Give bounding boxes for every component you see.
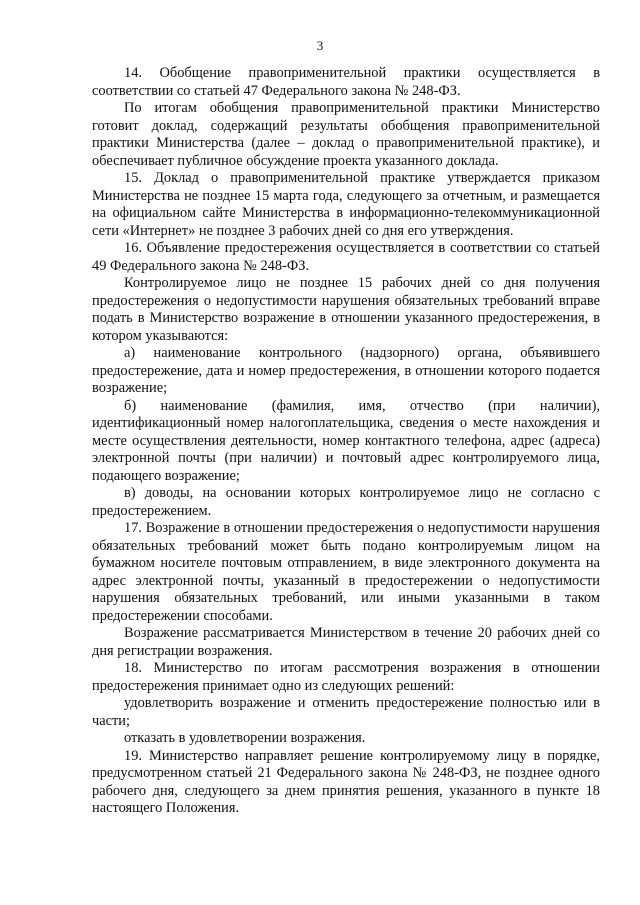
list-item-v: в) доводы, на основании которых контролируемое лицо не согласно с предостережением. <box>92 485 600 519</box>
paragraph-14: 14. Обобщение правоприменительной практики осуществляется в соответствии со статьей 47 Федерального закона № 248-ФЗ. <box>92 65 600 99</box>
paragraph-16: 16. Объявление предостережения осуществляется в соответствии со статьей 49 Федерального закона № 248-ФЗ. <box>92 240 600 274</box>
decision-option-satisfy: удовлетворить возражение и отменить предостережение полностью или в части; <box>92 695 600 729</box>
paragraph-objection-review: Возражение рассматривается Министерством в течение 20 рабочих дней со дня регистрации возражения. <box>92 625 600 659</box>
document-body <box>92 65 600 818</box>
decision-option-refuse: отказать в удовлетворении возражения. <box>124 730 366 746</box>
page-number: 3 <box>316 38 324 53</box>
list-item-a: а) наименование контрольного (надзорного) органа, объявившего предостережение, дата и номер предостережения, в отношении которого подается возражение; <box>92 345 600 396</box>
paragraph-report-preparation: По итогам обобщения правоприменительной практики Министерство готовит доклад, содержащий результаты обобщения правоприменительной практики Министерства (далее – доклад о правоприменительной практике), и обеспечивает публичное обсуждение проекта указанного доклада. <box>92 100 600 169</box>
paragraph-17: 17. Возражение в отношении предостережения о недопустимости нарушения обязательных требований может быть подано контролируемым лицом на бумажном носителе почтовым отправлением, в виде электронного документа на адрес электронной почты, указанный в предостережении о недопустимости нарушения обязательных требований, или иными указанными в таком предостережении способами. <box>92 520 600 624</box>
paragraph-19: 19. Министерство направляет решение контролируемому лицу в порядке, предусмотренном статьей 21 Федерального закона № 248-ФЗ, не позднее одного рабочего дня, следующего за днем принятия решения, указанного в пункте 18 настоящего Положения. <box>92 747 600 816</box>
paragraph-objection-right: Контролируемое лицо не позднее 15 рабочих дней со дня получения предостережения о недопустимости нарушения обязательных требований вправе подать в Министерство возражение в отношении указанного предостережения, в котором указываются: <box>92 275 600 344</box>
paragraph-15: 15. Доклад о правоприменительной практике утверждается приказом Министерства не позднее 15 марта года, следующего за отчетным, и размещается на официальном сайте Министерства в информационно-телекоммуникационной сети «Интернет» не позднее 3 рабочих дней со дня его утверждения. <box>92 170 600 239</box>
list-item-b: б) наименование (фамилия, имя, отчество (при наличии), идентификационный номер налогоплательщика, сведения о месте нахождения и месте осуществления деятельности, номер контактного телефона, адрес (адреса) электронной почты (при наличии) и почтовый адрес контролируемого лица, подающего возражение; <box>92 397 600 484</box>
paragraph-18: 18. Министерство по итогам рассмотрения возражения в отношении предостережения принимает одно из следующих решений: <box>92 660 600 694</box>
